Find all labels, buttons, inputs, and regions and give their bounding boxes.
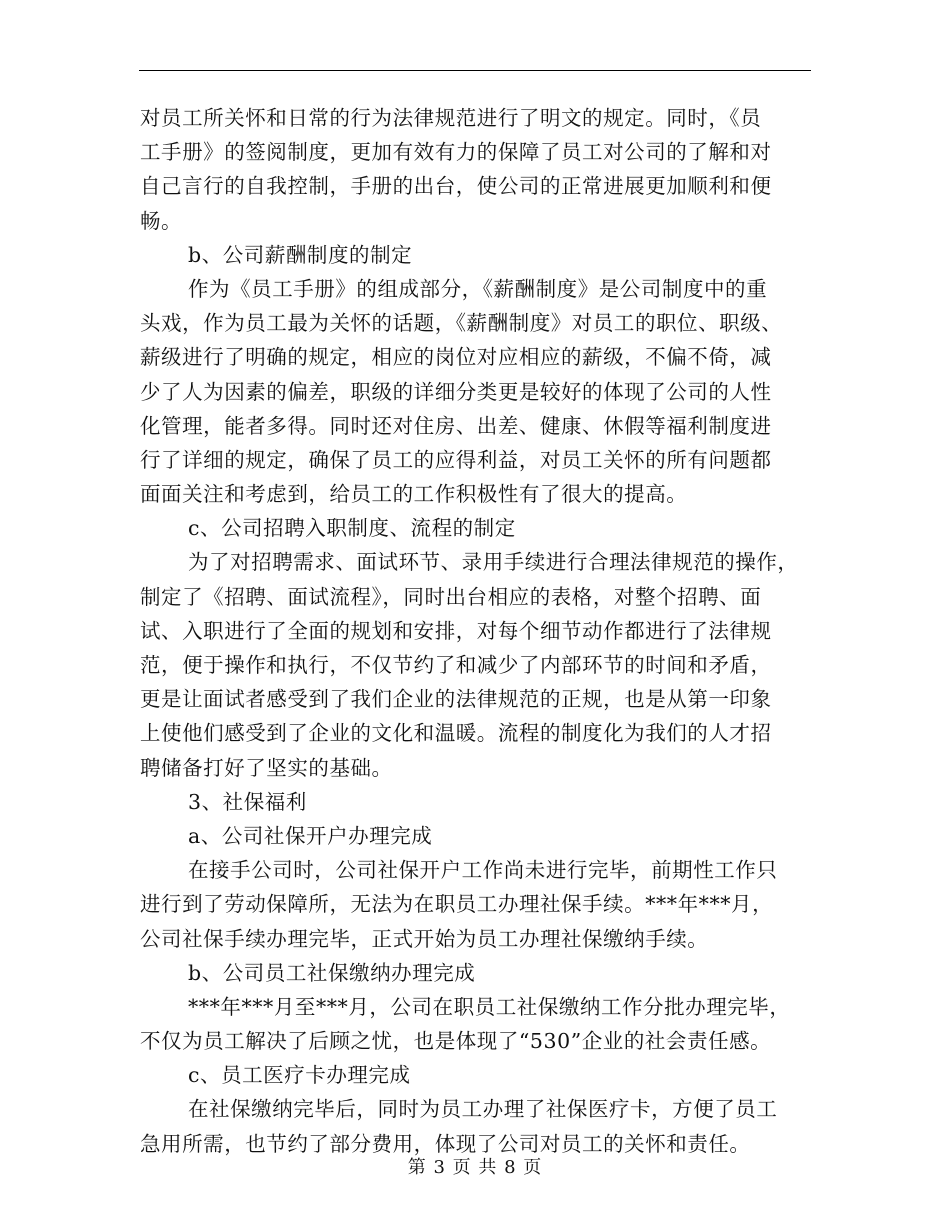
page-number-footer: 第 3 页 共 8 页: [407, 1157, 543, 1178]
text-line: 为了对招聘需求、面试环节、录用手续进行合理法律规范的操作，: [188, 550, 799, 575]
text-line: 更是让面试者感受到了我们企业的法律规范的正规，也是从第一印象: [140, 687, 772, 712]
text-line: 对员工所关怀和日常的行为法律规范进行了明文的规定。同时，《员: [140, 106, 762, 130]
section-heading: b、公司薪酬制度的制定: [188, 242, 413, 267]
text-line: 自己言行的自我控制，手册的出台，使公司的正常进展更加顺利和便: [140, 174, 772, 199]
section-heading: c、员工医疗卡办理完成: [188, 1063, 411, 1088]
header-rule: [139, 70, 811, 71]
section-heading: a、公司社保开户办理完成: [188, 823, 433, 848]
text-line: 行了详细的规定，确保了员工的应得利益，对员工关怀的所有问题都: [140, 447, 772, 472]
text-line: 少了人为因素的偏差，职级的详细分类更是较好的体现了公司的人性: [140, 379, 772, 404]
text-line: 试、入职进行了全面的规划和安排，对每个细节动作都进行了法律规: [140, 618, 772, 643]
text-line: 在接手公司时，公司社保开户工作尚未进行完毕，前期性工作只: [188, 858, 778, 883]
text-line: 头戏，作为员工最为关怀的话题，《薪酬制度》对员工的职位、职级、: [140, 311, 783, 336]
text-line: 化管理，能者多得。同时还对住房、出差、健康、休假等福利制度进: [140, 413, 772, 438]
section-heading: c、公司招聘入职制度、流程的制定: [188, 516, 516, 541]
text-line: 在社保缴纳完毕后，同时为员工办理了社保医疗卡，方便了员工: [188, 1097, 778, 1122]
text-line: 急用所需，也节约了部分费用，体现了公司对员工的关怀和责任。: [140, 1131, 751, 1156]
section-heading: b、公司员工社保缴纳办理完成: [188, 960, 476, 985]
text-line: 进行到了劳动保障所，无法为在职员工办理社保手续。***年***月，: [140, 892, 774, 917]
text-line: ***年***月至***月，公司在职员工社保缴纳工作分批办理完毕，: [188, 994, 791, 1019]
text-line: 上使他们感受到了企业的文化和温暖。流程的制度化为我们的人才招: [140, 721, 772, 746]
text-line: 聘储备打好了坚实的基础。: [140, 755, 393, 780]
text-line: 薪级进行了明确的规定，相应的岗位对应相应的薪级，不偏不倚，减: [140, 345, 772, 370]
text-line: 作为《员工手册》的组成部分，《薪酬制度》是公司制度中的重: [188, 276, 768, 301]
text-line: 范，便于操作和执行，不仅节约了和减少了内部环节的时间和矛盾，: [140, 653, 772, 677]
document-body: [140, 101, 812, 1161]
text-line: 畅。: [140, 208, 183, 233]
text-line: 工手册》的签阅制度，更加有效有力的保障了员工对公司的了解和对: [140, 140, 772, 165]
text-line: 不仅为员工解决了后顾之忧，也是体现了“530”企业的社会责任感。: [140, 1029, 772, 1054]
section-heading: 3、社保福利: [188, 789, 307, 814]
text-line: 面面关注和考虑到，给员工的工作积极性有了很大的提高。: [140, 482, 688, 507]
text-line: 制定了《招聘、面试流程》，同时出台相应的表格，对整个招聘、面: [140, 584, 762, 609]
text-line: 公司社保手续办理完毕，正式开始为员工办理社保缴纳手续。: [140, 926, 709, 951]
